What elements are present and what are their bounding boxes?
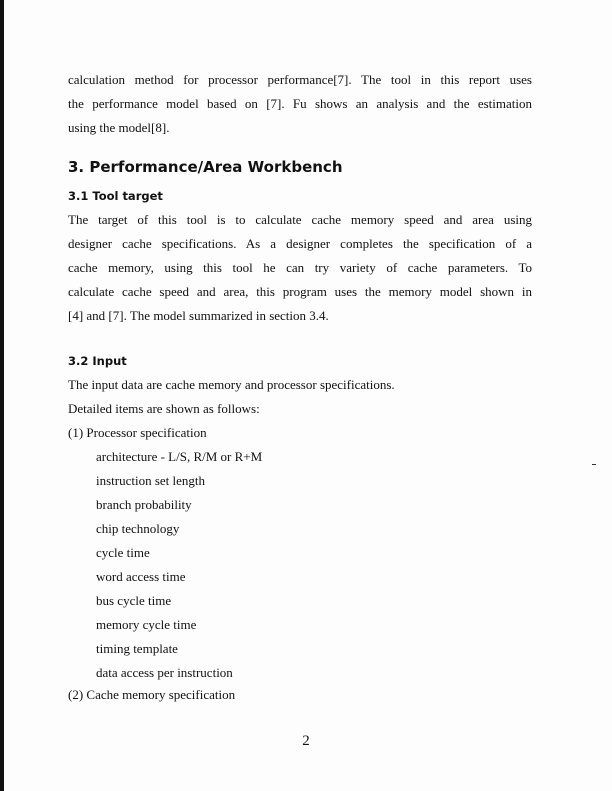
list-item: word access time <box>96 569 186 584</box>
list-item: timing template <box>96 641 178 656</box>
list-item: memory cycle time <box>96 617 197 632</box>
list-item: data access per instruction <box>96 665 233 680</box>
list-item: bus cycle time <box>96 593 172 608</box>
list-item: cycle time <box>96 545 150 560</box>
text-line: cache memory, using this tool he can try variety of cache parameters. To <box>68 260 532 275</box>
subsection-heading: 3.1 Tool target <box>68 189 163 203</box>
text-line: designer cache specifications. As a designer completes the specification of a <box>68 236 532 251</box>
text-line: calculate cache speed and area, this program uses the memory model shown in <box>68 284 532 299</box>
list-item: instruction set length <box>96 473 206 488</box>
section-heading: 3. Performance/Area Workbench <box>68 158 343 176</box>
list-item: branch probability <box>96 497 192 512</box>
text-line: The target of this tool is to calculate cache memory speed and area using <box>68 212 532 227</box>
text-line: the performance model based on [7]. Fu shows an analysis and the estimation <box>68 96 532 111</box>
text-line: calculation method for processor performance[7]. The tool in this report uses <box>68 72 532 87</box>
scan-edge <box>0 0 4 791</box>
list-item: architecture - L/S, R/M or R+M <box>96 449 263 464</box>
text-line: [4] and [7]. The model summarized in section 3.4. <box>68 308 329 323</box>
list-item: chip technology <box>96 521 180 536</box>
text-line: using the model[8]. <box>68 120 170 135</box>
subsection-heading: 3.2 Input <box>68 354 127 368</box>
list-heading: (2) Cache memory specification <box>68 687 236 702</box>
text-line: Detailed items are shown as follows: <box>68 401 260 416</box>
text-line: The input data are cache memory and processor specifications. <box>68 377 395 392</box>
page-number: 2 <box>302 733 310 749</box>
scan-mark <box>592 464 596 465</box>
list-heading: (1) Processor specification <box>68 425 207 440</box>
